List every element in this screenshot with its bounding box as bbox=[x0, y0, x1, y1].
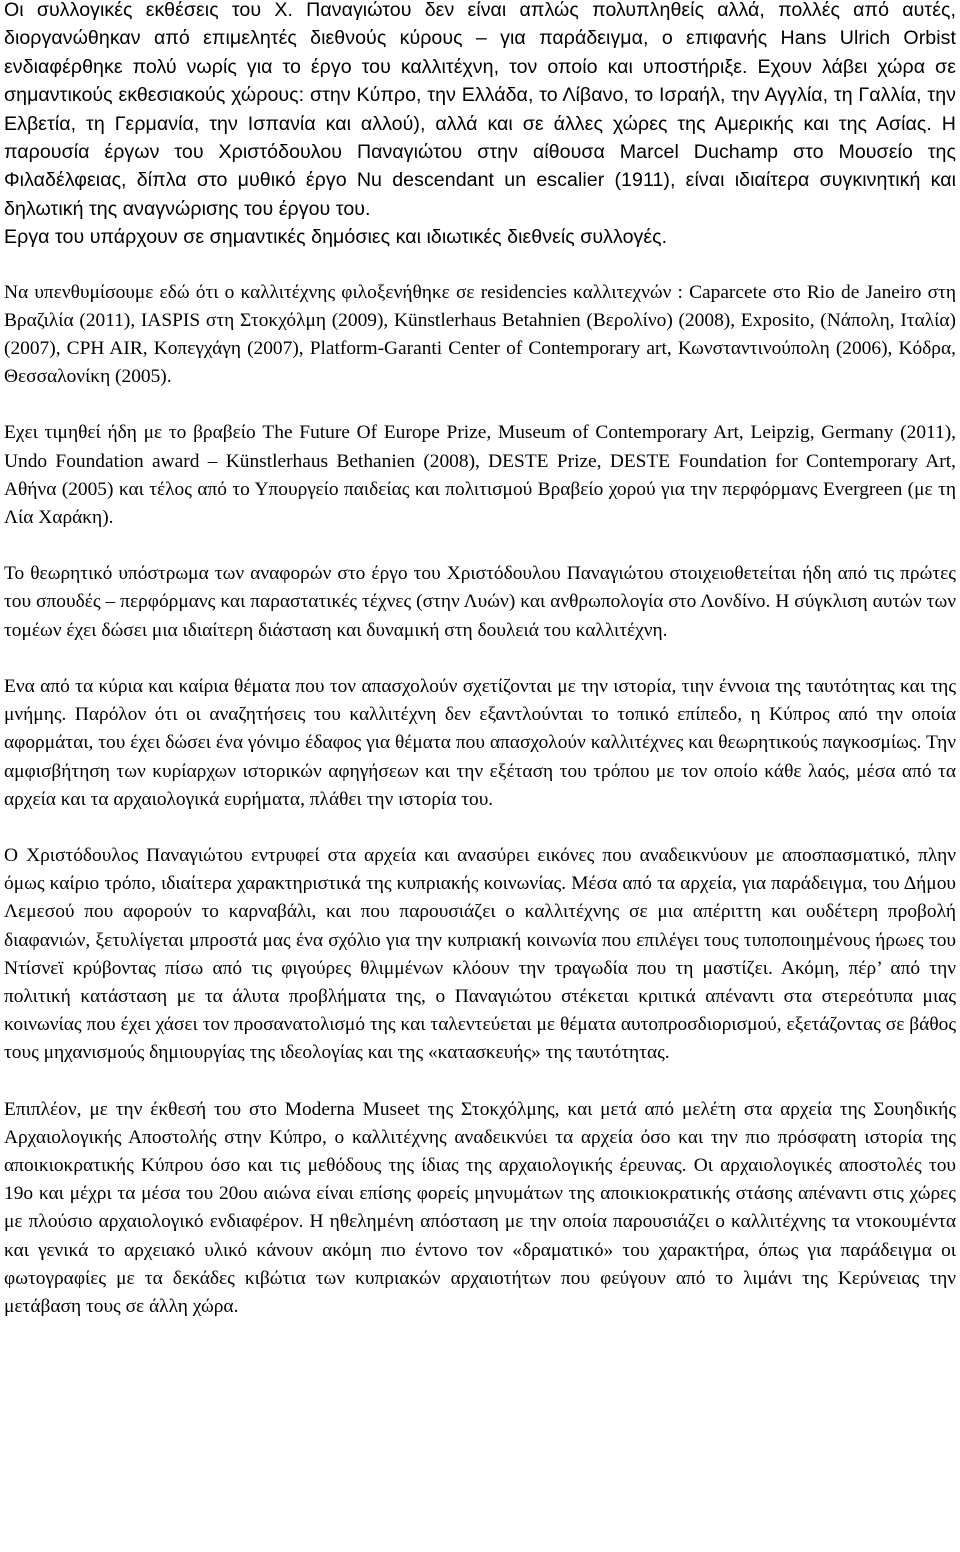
paragraph-residencies: Να υπενθυμίσουμε εδώ ότι ο καλλιτέχνης φιλοξενήθηκε σε residencies καλλιτεχνών : Caparcete στο Rio de Janeiro στη Βραζιλία (2011), IASPIS στη Στοκχόλμη (2009), Künstlerhaus Betahnien (Βερολίνο) (2008), Exposito, (Νάπολη, Ιταλία) (2007), CPH AIR, Κοπεγχάγη (2007), Platform-Garanti Center of Contemporary art, Κωνσταντινούπολη (2006), Κόδρα, Θεσσαλονίκη (2005). bbox=[4, 281, 956, 388]
paragraph-history-identity: Ενα από τα κύρια και καίρια θέματα που τον απασχολούν σχετίζονται με την ιστορία, τιην έννοια της ταυτότητας και της μνήμης. Παρόλον ότι οι αναζητήσεις του καλλιτέχνη δεν εξαντλούνται το τοπικό επίπεδο, η Κύπρος από την οποία αφορμάται, του έχει δώσει ένα γόνιμο έδαφος για θέματα που απασχολούν καλλιτέχνες και θεωρητικούς παγκοσμίως. Την αμφισβήτηση των κυρίαρχων ιστορικών αφηγήσεων και την εξέταση του τρόπου με τον οποίο κάθε λαός, μέσα από τα αρχεία και τα αρχαιολογικά ευρήματα, πλάθει την ιστορία του. bbox=[4, 675, 956, 810]
paragraph-theoretical-background: Το θεωρητικό υπόστρωμα των αναφορών στο έργο του Χριστόδουλου Παναγιώτου στοιχειοθετείται ήδη από τις πρώτες του σπουδές – περφόρμανς και παραστατικές τέχνες (στην Λυών) και ανθρωπολογία στο Λονδίνο. Η σύγκλιση αυτών των τομέων έχει δώσει μια ιδιαίτερη διάσταση και δυναμική στη δουλειά του καλλιτέχνη. bbox=[4, 563, 956, 641]
paragraph-collections-text: Εργα του υπάρχουν σε σημαντικές δημόσιες και ιδιωτικές διεθνείς συλλογές. bbox=[4, 226, 668, 249]
paragraph-exhibitions-text: Οι συλλογικές εκθέσεις του Χ. Παναγιώτου δεν είναι απλώς πολυπληθείς αλλά, πολλές από αυτές, διοργανώθηκαν από επιμελητές διεθνούς κύρους – για παράδειγμα, ο επιφανής Hans Ulrich Orbist ενδιαφέρθηκε πολύ νωρίς για το έργο του καλλιτέχνη, τον οποίο και υποστήριξε. Εχουν λάβει χώρα σε σημαντικούς εκθεσιακούς χώρους: στην Κύπρο, την Ελλάδα, το Λίβανο, το Ισραήλ, την Αγγλία, τη Γαλλία, την Ελβετία, τη Γερμανία, την Ισπανία και αλλού), αλλά και σε άλλες χώρες της Αμερικής και της Ασίας. Η παρουσία έργων του Χριστόδουλου Παναγιώτου στην αίθουσα Marcel Duchamp στο Μουσείο της Φιλαδέλφειας, δίπλα στο μυθικό έργο Nu descendant un escalier (1911), είναι ιδιαίτερα συγκινητική και δηλωτική της αναγνώρισης του έργου του. bbox=[4, 0, 956, 220]
paragraph-exhibitions bbox=[4, 0, 956, 252]
paragraph-archives: Ο Χριστόδουλος Παναγιώτου εντρυφεί στα αρχεία και ανασύρει εικόνες που αναδεικνύουν με αποσπασματικό, πλην όμως καίριο τρόπο, ιδιαίτερα χαρακτηριστικά της κυπριακής κοινωνίας. Μέσα από τα αρχεία, για παράδειγμα, του Δήμου Λεμεσού που αφορούν το καρναβάλι, και που παρουσιάζει ο καλλιτέχνης σε μια απέριττη και ουδέτερη προβολή διαφανιών, ξετυλίγεται μπροστά μας ένα σχόλιο για την κυπριακή κοινωνία που επιλέγει τους τυποποιημένους ήρωες του Ντίσνεϊ κρύβοντας πίσω από τις φιγούρες θλιμμένων κλόουν την τραγωδία που τη μαστίζει. Ακόμη, πέρ’ από την πολιτική κατάσταση με τα άλυτα προβλήματα της, ο Παναγιώτου στέκεται κριτικά απέναντι στα στερεότυπα μιας κοινωνίας που έχει χάσει τον προσανατολισμό της και ταλεντεύεται με θέματα αυτοπροσδιορισμού, εξετάζοντας σε βάθος τους μηχανισμούς δημιουργίας της ιδεολογίας και της «κατασκευής» της ταυτότητας. bbox=[4, 844, 956, 1064]
paragraph-awards: Εχει τιμηθεί ήδη με το βραβείο The Future Of Europe Prize, Museum of Contemporary Art, Leipzig, Germany (2011), Undo Foundation award – Künstlerhaus Bethanien (2008), DESTE Prize, DESTE Foundation for Contemporary Art, Αθήνα (2005) και τέλος από το Υπουργείο παιδείας και πολιτισμού Βραβείο χορού για την περφόρμανς Evergreen (με τη Λία Χαράκη). bbox=[4, 422, 956, 529]
paragraph-moderna-museet: Επιπλέον, με την έκθεσή του στο Moderna Museet της Στοκχόλμης, και μετά από μελέτη στα αρχεία της Σουηδικής Αρχαιολογικής Αποστολής στην Κύπρο, ο καλλιτέχνης αναδεικνύει τα αρχεία όσο και την πιο πρόσφατη ιστορία της αποικιοκρατικής Κύπρου όσο και τις μεθόδους της ίδιας της αρχαιολογικής έρευνας. Οι αρχαιολογικές αποστολές του 19ο και μέχρι τα μέσα του 20ου αιώνα είναι επίσης φορείς μηνυμάτων της αποικιοκρατικής στάσης απέναντι στις χώρες με πλούσιο αρχαιολογικό ενδιαφέρον. Η ηθελημένη απόσταση με την οποία παρουσιάζει ο καλλιτέχνης τα ντοκουμέντα και γενικά το αρχειακό υλικό κάνουν ακόμη πιο έντονο τον «δραματικό» του χαρακτήρα, όπως για παράδειγμα οι φωτογραφίες με τα δεκάδες κιβώτια των κυπριακών αρχαιοτήτων που φεύγουν από το λιμάνι της Κερύνειας την μετάβαση τους σε άλλη χώρα. bbox=[4, 1098, 956, 1317]
